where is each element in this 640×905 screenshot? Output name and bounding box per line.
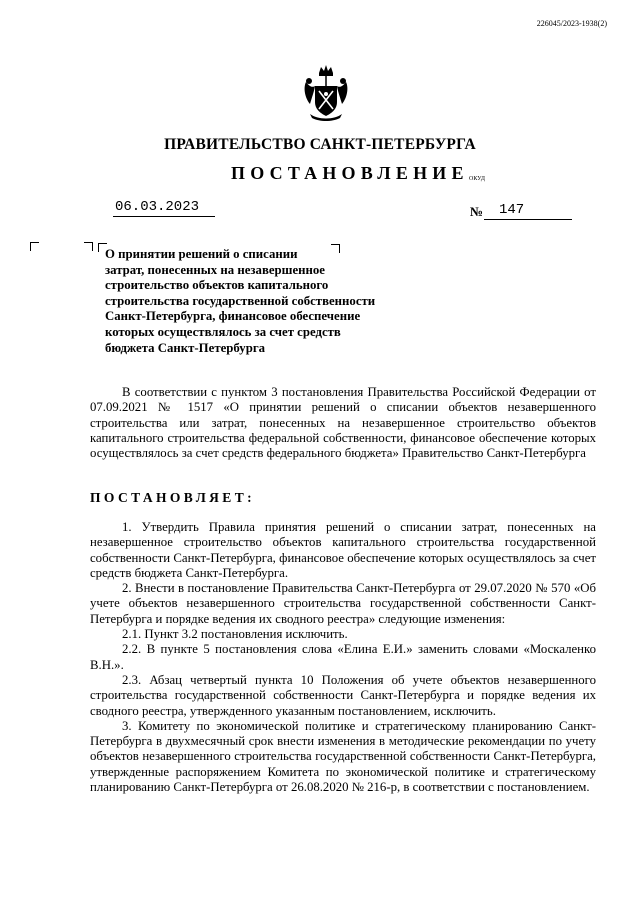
resolution-items	[90, 520, 596, 795]
subject-line: строительство объектов капитального	[105, 278, 329, 293]
st-petersburg-coat-of-arms-icon	[302, 64, 350, 122]
document-subject	[105, 247, 385, 356]
item-paragraph: 2.2. В пункте 5 постановления слова «Елина Е.И.» заменить словами «Москаленко В.Н.».	[90, 642, 596, 672]
date-underline	[113, 216, 215, 217]
subject-line: которых осуществлялось за счет средств	[105, 324, 341, 339]
item-paragraph: 1. Утвердить Правила принятия решений о списании затрат, понесенных на незавершенное строительство объектов капитального строительства государственной собственности Санкт-Петербурга, финансовое обеспечение которых осуществлялось за счет средств бюджета Санкт-Петербурга.	[90, 520, 596, 580]
document-date: 06.03.2023	[115, 199, 200, 215]
corner-bracket-subject-left	[84, 242, 93, 251]
doc-registration-number: 226045/2023-1938(2)	[536, 19, 607, 28]
subject-line: затрат, понесенных на незавершенное	[105, 262, 325, 277]
item-paragraph: 2. Внести в постановление Правительства Санкт-Петербурга от 29.07.2020 № 570 «Об учете объектов незавершенного строительства государственной собственности Санкт-Петербурга и порядке ведения их сводного реестра» следующие изменения:	[90, 581, 596, 626]
document-type-title: ПОСТАНОВЛЕНИЕ	[231, 163, 469, 183]
item-paragraph: 2.1. Пункт 3.2 постановления исключить.	[122, 627, 348, 642]
corner-bracket-left	[30, 242, 39, 251]
resolves-heading: ПОСТАНОВЛЯЕТ:	[90, 490, 256, 505]
item-paragraph: 3. Комитету по экономической политике и стратегическому планированию Санкт-Петербурга в двухмесячный срок внести изменения в методические рекомендации по учету объектов незавершенного строительства государственной собственности Санкт-Петербурга, утвержденные распоряжением Комитета по экономической политике и стратегическому планированию Санкт-Петербурга от 26.08.2020 № 216-р, в соответствии с постановлением.	[90, 718, 596, 795]
subject-line: строительства государственной собственности	[105, 293, 376, 308]
document-number: 147	[499, 202, 525, 218]
number-sign: №	[470, 204, 484, 219]
number-underline	[484, 219, 572, 220]
preamble-paragraph: В соответствии с пунктом 3 постановления Правительства Российской Федерации от 07.09.2021 № 1517 «О принятии решений о списании объектов незавершенного строительства или затрат, понесенных на незавершенное строительство объектов капитального строительства федеральной собственности, финансовое обеспечение которых осуществлялось за счет средств федерального бюджета» Правительство Санкт-Петербурга	[90, 385, 596, 461]
subject-line: Санкт-Петербурга, финансовое обеспечение	[105, 309, 361, 324]
preamble-block	[90, 385, 596, 461]
okud-label: ОКУД	[469, 176, 485, 182]
subject-line: бюджета Санкт-Петербурга	[105, 340, 266, 355]
item-paragraph: 2.3. Абзац четвертый пункта 10 Положения об учете объектов незавершенного строительства государственной собственности Санкт-Петербурга и порядке ведения их сводного реестра, утвержденного указанным постановлением, исключить.	[90, 672, 596, 718]
subject-line: О принятии решений о списании	[105, 247, 298, 261]
government-title: ПРАВИТЕЛЬСТВО САНКТ-ПЕТЕРБУРГА	[164, 136, 476, 153]
